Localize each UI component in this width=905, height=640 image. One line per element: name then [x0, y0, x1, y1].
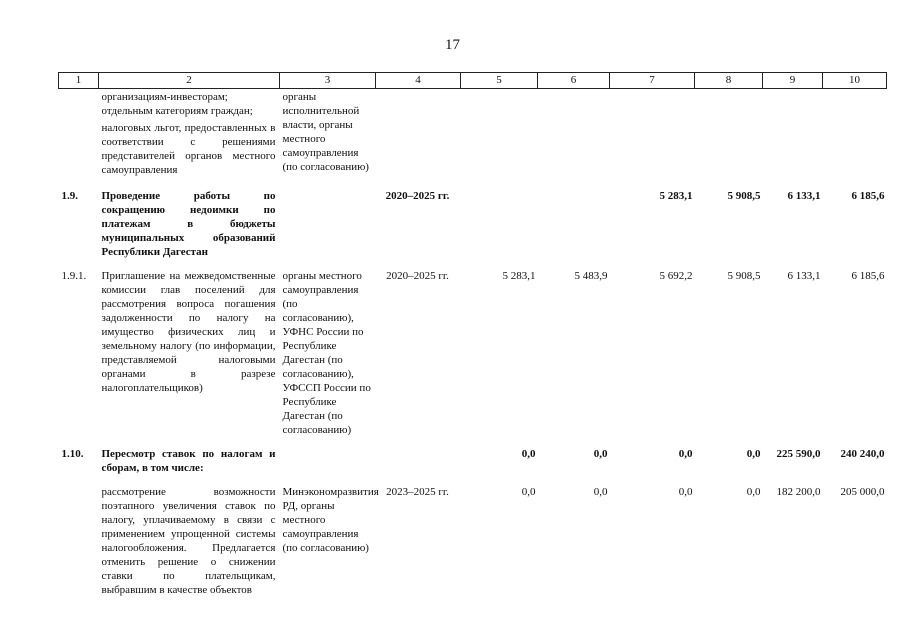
row-value-7: 5 692,2 — [659, 270, 693, 282]
row-value-5 — [461, 89, 538, 178]
row-value-9: 6 133,1 — [787, 190, 821, 202]
row-value-8: 5 908,5 — [727, 270, 761, 282]
row-value-9: 182 200,0 — [776, 486, 821, 498]
row-value-6 — [538, 89, 610, 178]
row-value-7: 0,0 — [678, 448, 693, 460]
description-paragraph: организациям-инвесторам; отдельным категориям граждан; — [101, 91, 253, 117]
row-description — [99, 475, 280, 597]
page-number: 17 — [445, 37, 460, 53]
row-description — [99, 437, 280, 475]
row-description — [99, 259, 280, 437]
row-value-10: 240 240,0 — [840, 448, 885, 460]
row-number: 1.9.1. — [61, 270, 87, 282]
row-value-9: 6 133,1 — [787, 270, 821, 282]
row-value-9: 225 590,0 — [776, 448, 821, 460]
row-value-8: 0,0 — [746, 486, 761, 498]
measures-table — [58, 72, 887, 597]
col-header: 1 — [59, 73, 99, 89]
row-years: 2020–2025 гг. — [385, 190, 450, 202]
row-value-10: 6 185,6 — [851, 270, 885, 282]
row-value-6: 0,0 — [593, 486, 608, 498]
col-header: 6 — [538, 73, 610, 89]
row-value-7: 5 283,1 — [659, 190, 693, 202]
table-row — [59, 437, 887, 475]
row-value-10 — [823, 89, 887, 178]
row-number — [59, 475, 99, 597]
col-header: 2 — [99, 73, 280, 89]
row-value-10: 6 185,6 — [851, 190, 885, 202]
description-paragraph: рассмотрение возможности поэтапного увеличения ставок по налогу, уплачиваемому в связи с применением упрощенной системы налогообложения. Предлагается отменить решение о снижении ставки по плательщикам, выбравшим в качестве объектов — [101, 486, 276, 596]
row-number: 1.9. — [61, 190, 78, 202]
col-header: 10 — [823, 73, 887, 89]
description-paragraph: налоговых льгот, предоставленных в соответствии с решениями представителей органов местного самоуправления — [101, 122, 276, 176]
row-executor — [280, 177, 376, 259]
description-paragraph: Проведение работы по сокращению недоимки по платежам в бюджеты муниципальных образований Республики Дагестан — [101, 190, 276, 258]
row-number: 1.10. — [61, 448, 84, 460]
row-value-9 — [763, 89, 823, 178]
row-years: 2020–2025 гг. — [386, 270, 449, 282]
table-row — [59, 259, 887, 437]
table-row — [59, 475, 887, 597]
row-years — [376, 89, 461, 178]
table-row — [59, 89, 887, 178]
col-header: 8 — [695, 73, 763, 89]
row-executor: Минэкономразвития РД, органы местного самоуправления (по согласованию) — [282, 486, 379, 554]
row-value-6: 5 483,9 — [574, 270, 608, 282]
row-executor: органы местного самоуправления (по согласованию), УФНС России по Республике Дагестан (по согласованию), УФССП России по Республике Дагестан (по согласованию) — [282, 270, 371, 436]
row-value-10: 205 000,0 — [840, 486, 885, 498]
col-header: 5 — [461, 73, 538, 89]
table-header-row — [59, 73, 887, 89]
row-executor — [280, 437, 376, 475]
row-value-5: 0,0 — [521, 448, 536, 460]
row-years: 2023–2025 гг. — [386, 486, 449, 498]
col-header: 7 — [610, 73, 695, 89]
row-value-5: 5 283,1 — [502, 270, 536, 282]
row-value-6: 0,0 — [593, 448, 608, 460]
description-paragraph: Приглашение на межведомственные комиссии глав поселений для рассмотрения вопроса погашения задолженности по налогу на имущество физических лиц и земельному налогу (по информации, представляемой налоговыми органами в разрезе налогоплательщиков) — [101, 270, 276, 394]
col-header: 3 — [280, 73, 376, 89]
row-value-8: 5 908,5 — [727, 190, 761, 202]
row-value-5: 0,0 — [521, 486, 536, 498]
row-value-7 — [610, 89, 695, 178]
row-number — [59, 89, 99, 178]
row-years — [376, 437, 461, 475]
table-row — [59, 177, 887, 259]
col-header: 4 — [376, 73, 461, 89]
row-value-8 — [695, 89, 763, 178]
row-value-7: 0,0 — [678, 486, 693, 498]
row-description — [99, 177, 280, 259]
description-paragraph: Пересмотр ставок по налогам и сборам, в том числе: — [101, 448, 276, 474]
row-value-8: 0,0 — [746, 448, 761, 460]
row-executor: органы исполнительной власти, органы местного самоуправления (по согласованию) — [282, 91, 369, 173]
col-header: 9 — [763, 73, 823, 89]
row-description — [99, 89, 280, 178]
row-value-5 — [461, 177, 538, 259]
row-value-6 — [538, 177, 610, 259]
